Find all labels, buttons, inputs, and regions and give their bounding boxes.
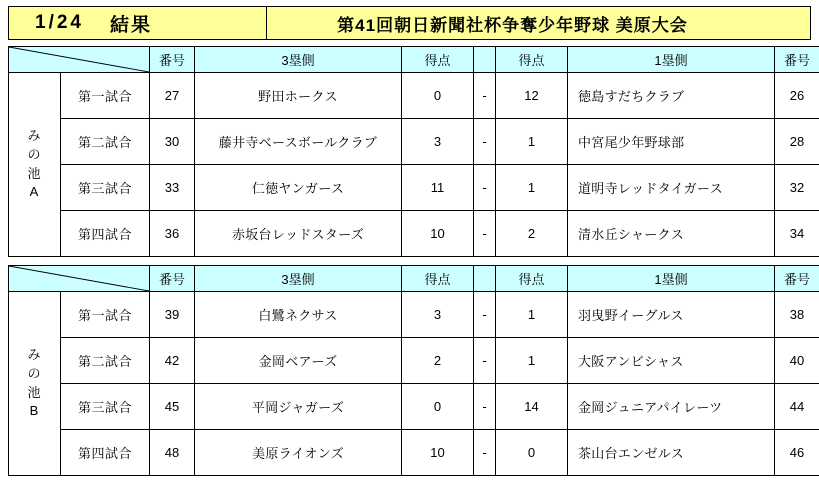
results-block-a — [8, 46, 819, 257]
table-row — [9, 338, 819, 384]
score-right: 1 — [496, 165, 568, 211]
diagonal-line-icon — [9, 266, 149, 291]
header-spacer-a — [474, 47, 496, 73]
score-right: 2 — [496, 211, 568, 257]
group-label-b — [9, 292, 61, 476]
team-number-right: 44 — [775, 384, 819, 430]
results-block-b — [8, 265, 819, 476]
header-score-right-b: 得点 — [496, 266, 568, 292]
table-row — [9, 384, 819, 430]
team-number-right: 40 — [775, 338, 819, 384]
score-left: 10 — [402, 430, 474, 476]
group-label-a — [9, 73, 61, 257]
header-spacer-b — [474, 266, 496, 292]
game-label: 第四試合 — [61, 430, 150, 476]
header-first-base-b: 1塁側 — [568, 266, 775, 292]
score-right: 1 — [496, 119, 568, 165]
diagonal-line-icon — [9, 47, 149, 72]
game-label: 第一試合 — [61, 292, 150, 338]
header-number-right-a: 番号 — [775, 47, 819, 73]
team-number-right: 32 — [775, 165, 819, 211]
team-number-right: 46 — [775, 430, 819, 476]
score-left: 10 — [402, 211, 474, 257]
table-row — [9, 73, 819, 119]
team-name-left: 金岡ベアーズ — [195, 338, 402, 384]
team-number-left: 42 — [150, 338, 195, 384]
score-left: 0 — [402, 73, 474, 119]
team-name-left: 藤井寺ベースボールクラブ — [195, 119, 402, 165]
date-value: 1/24 — [35, 12, 84, 33]
game-label: 第二試合 — [61, 338, 150, 384]
team-number-right: 34 — [775, 211, 819, 257]
team-name-right: 金岡ジュニアパイレーツ — [568, 384, 775, 430]
team-number-left: 45 — [150, 384, 195, 430]
score-separator: - — [474, 165, 496, 211]
team-number-left: 36 — [150, 211, 195, 257]
group-label-line: み — [27, 346, 42, 362]
team-name-right: 徳島すだちクラブ — [568, 73, 775, 119]
header-first-base-a: 1塁側 — [568, 47, 775, 73]
team-number-right: 38 — [775, 292, 819, 338]
score-left: 11 — [402, 165, 474, 211]
game-label: 第三試合 — [61, 165, 150, 211]
table-row — [9, 292, 819, 338]
score-left: 3 — [402, 119, 474, 165]
group-label-line: 池 — [27, 384, 42, 400]
group-label-line: B — [29, 403, 40, 419]
score-left: 2 — [402, 338, 474, 384]
team-name-right: 中宮尾少年野球部 — [568, 119, 775, 165]
game-label: 第二試合 — [61, 119, 150, 165]
game-label: 第三試合 — [61, 384, 150, 430]
team-name-right: 道明寺レッドタイガース — [568, 165, 775, 211]
score-right: 1 — [496, 338, 568, 384]
score-separator: - — [474, 384, 496, 430]
group-label-line: 池 — [27, 165, 42, 181]
team-name-left: 仁徳ヤンガース — [195, 165, 402, 211]
team-name-right: 羽曳野イーグルス — [568, 292, 775, 338]
header-third-base-a: 3塁側 — [195, 47, 402, 73]
game-label: 第四試合 — [61, 211, 150, 257]
team-number-right: 26 — [775, 73, 819, 119]
group-label-line: A — [29, 184, 40, 200]
table-row — [9, 165, 819, 211]
header-number-left-b: 番号 — [150, 266, 195, 292]
team-name-left: 野田ホークス — [195, 73, 402, 119]
score-left: 3 — [402, 292, 474, 338]
team-name-left: 白鷺ネクサス — [195, 292, 402, 338]
team-number-left: 27 — [150, 73, 195, 119]
game-label: 第一試合 — [61, 73, 150, 119]
table-row — [9, 211, 819, 257]
score-separator: - — [474, 292, 496, 338]
score-separator: - — [474, 211, 496, 257]
team-number-left: 33 — [150, 165, 195, 211]
header-number-left-a: 番号 — [150, 47, 195, 73]
score-right: 0 — [496, 430, 568, 476]
score-separator: - — [474, 430, 496, 476]
team-name-left: 赤坂台レッドスターズ — [195, 211, 402, 257]
header-score-right-a: 得点 — [496, 47, 568, 73]
table-row — [9, 119, 819, 165]
score-separator: - — [474, 338, 496, 384]
team-name-right: 茶山台エンゼルス — [568, 430, 775, 476]
group-label-line: の — [27, 365, 42, 381]
team-number-left: 39 — [150, 292, 195, 338]
score-separator: - — [474, 73, 496, 119]
score-separator: - — [474, 119, 496, 165]
team-name-right: 清水丘シャークス — [568, 211, 775, 257]
table-row — [9, 430, 819, 476]
header-diagonal-cell-a — [9, 47, 150, 73]
score-right: 12 — [496, 73, 568, 119]
score-right: 1 — [496, 292, 568, 338]
title-bar — [8, 6, 811, 40]
page-title: 第41回朝日新聞社杯争奪少年野球 美原大会 — [267, 7, 810, 39]
score-right: 14 — [496, 384, 568, 430]
score-left: 0 — [402, 384, 474, 430]
team-number-left: 48 — [150, 430, 195, 476]
team-name-right: 大阪アンビシャス — [568, 338, 775, 384]
result-label: 結果 — [109, 14, 152, 36]
group-label-line: の — [27, 146, 42, 162]
table-header-row-a — [9, 47, 819, 73]
table-header-row-b — [9, 266, 819, 292]
team-name-left: 平岡ジャガーズ — [195, 384, 402, 430]
header-score-left-b: 得点 — [402, 266, 474, 292]
team-name-left: 美原ライオンズ — [195, 430, 402, 476]
team-number-left: 30 — [150, 119, 195, 165]
date-cell — [9, 7, 267, 39]
team-number-right: 28 — [775, 119, 819, 165]
group-label-line: み — [27, 127, 42, 143]
header-third-base-b: 3塁側 — [195, 266, 402, 292]
header-number-right-b: 番号 — [775, 266, 819, 292]
header-diagonal-cell-b — [9, 266, 150, 292]
header-score-left-a: 得点 — [402, 47, 474, 73]
